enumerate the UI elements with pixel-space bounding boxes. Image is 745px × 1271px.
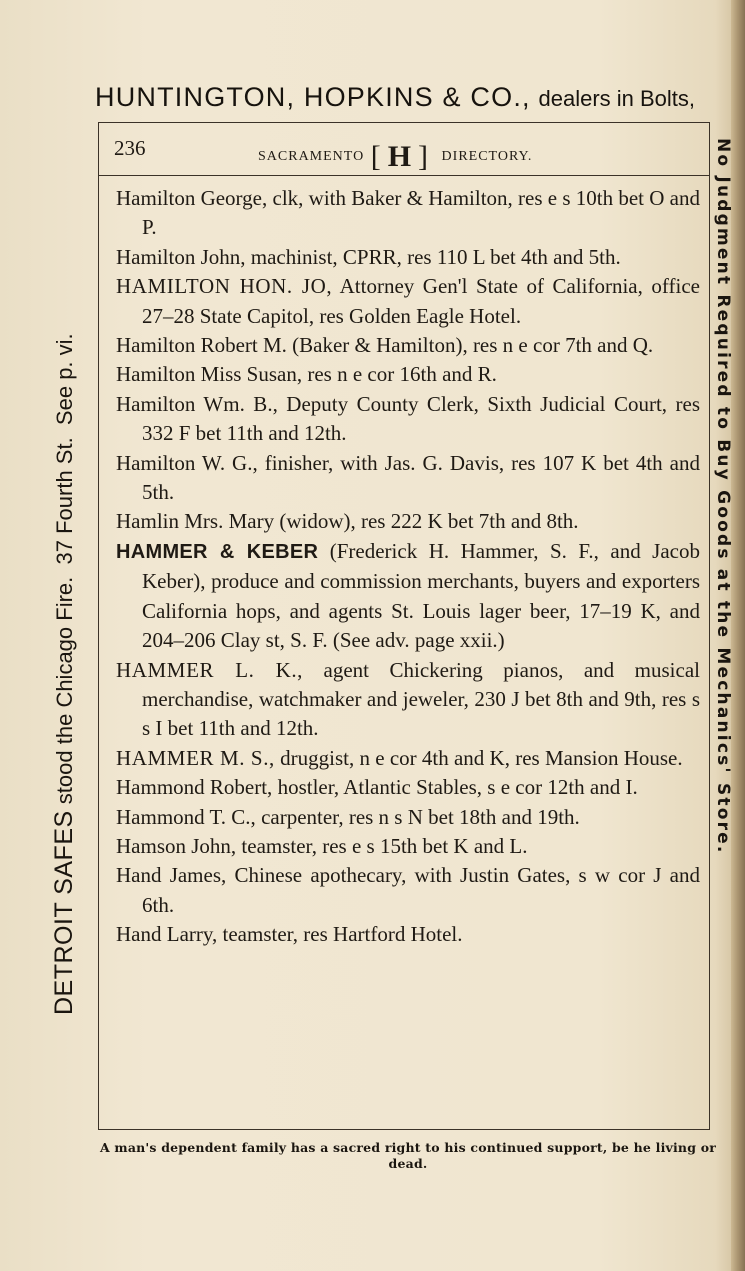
directory-entry	[116, 861, 700, 920]
entry-name: Hamilton W. G.,	[116, 450, 258, 475]
right-ad-text: No Judgment Required to Buy Goods at the Mechanics' Store.	[713, 138, 733, 855]
entry-name: Hand James,	[116, 863, 227, 888]
right-bracket: ]	[418, 140, 430, 173]
running-title	[258, 140, 532, 174]
left-ad-address: 37 Fourth St.	[52, 437, 77, 565]
entry-details: clk, with Baker & Hamilton, res e s 10th bet O and P.	[142, 186, 700, 240]
running-head-city: SACRAMENTO	[258, 149, 365, 164]
page-edge-shadow	[731, 0, 745, 1271]
running-head	[98, 128, 710, 172]
entry-details: teamster, res e s 15th bet K and L.	[236, 833, 528, 858]
directory-entry	[116, 184, 700, 243]
entry-name: HAMILTON HON. JO,	[116, 274, 333, 299]
entry-name: Hamlin Mrs. Mary	[116, 509, 275, 534]
left-ad-text: stood the Chicago Fire.	[52, 576, 77, 805]
page-number: 236	[114, 136, 146, 160]
directory-entry	[116, 832, 700, 861]
header-advertisement	[95, 82, 735, 113]
directory-entry	[116, 537, 700, 656]
entry-name: Hand Larry,	[116, 922, 218, 947]
entry-name: Hammond Robert,	[116, 775, 273, 800]
directory-entry	[116, 507, 700, 536]
directory-entry	[116, 803, 700, 832]
entry-details: agent Chickering pianos, and musical merchandise, watchmaker and jeweler, 230 J bet 8th and 9th, res s s I bet 11th and 12th.	[142, 657, 700, 741]
entry-details: Chinese apothecary, with Justin Gates, s w cor J and 6th.	[142, 863, 700, 917]
left-ad-brand: DETROIT SAFES	[50, 810, 78, 1015]
entry-details: carpenter, res n s N bet 18th and 19th.	[255, 804, 580, 829]
left-bracket: [	[370, 140, 382, 173]
header-rule	[98, 175, 710, 176]
entry-details: teamster, res Hartford Hotel.	[217, 922, 463, 947]
entry-name: Hamilton Miss Susan,	[116, 362, 303, 387]
entry-name: HAMMER & KEBER	[116, 540, 319, 563]
entry-details: Deputy County Clerk, Sixth Judicial Court, res 332 F bet 11th and 12th.	[142, 391, 700, 446]
entry-details: druggist, n e cor 4th and K, res Mansion House.	[274, 745, 683, 770]
directory-entry	[116, 656, 700, 744]
entry-name: Hamilton George,	[116, 186, 268, 210]
directory-entry	[116, 920, 700, 949]
entry-details: hostler, Atlantic Stables, s e cor 12th and I.	[272, 775, 638, 800]
header-company: HUNTINGTON, HOPKINS & CO.,	[95, 82, 531, 112]
section-letter: H	[387, 140, 413, 173]
running-head-word: DIRECTORY.	[441, 149, 533, 164]
entry-details: machinist, CPRR, res 110 L bet 4th and 5th.	[245, 244, 621, 269]
entry-name: Hamilton John,	[116, 244, 246, 269]
directory-entry	[116, 243, 700, 272]
entry-name: HAMMER M. S.,	[116, 745, 275, 770]
entry-details: (Frederick H. Hammer, S. F., and Jacob Keber), produce and commission merchants, buyers and exporters California hops, and agents St. Louis lager beer, 17–19 K, and 204–206 Clay st, S. F. (See adv. page xxii.)	[142, 538, 701, 653]
entry-name: Hamilton Robert M.	[116, 333, 287, 358]
entry-name: Hamilton Wm. B.,	[116, 391, 278, 416]
entry-details: res n e cor 16th and R.	[302, 362, 497, 387]
right-margin-advertisement	[703, 138, 733, 1118]
directory-entry	[116, 449, 700, 508]
footer-motto: A man's dependent family has a sacred right to his continued support, be he living or dead.	[99, 1140, 717, 1171]
left-margin-advertisement	[50, 215, 94, 1015]
entry-details: (Baker & Hamilton), res n e cor 7th and Q.	[286, 333, 654, 358]
directory-entry	[116, 360, 700, 389]
entry-details: (widow), res 222 K bet 7th and 8th.	[274, 509, 579, 534]
entry-name: HAMMER L. K.,	[116, 657, 304, 682]
left-ad-reference: See p. vi.	[52, 333, 77, 426]
entry-name: Hamson John,	[116, 833, 237, 858]
entry-details: finisher, with Jas. G. Davis, res 107 K bet 4th and 5th.	[142, 450, 700, 505]
entry-details: Attorney Gen'l State of California, office 27–28 State Capitol, res Golden Eagle Hotel.	[142, 274, 700, 328]
directory-entry	[116, 390, 700, 449]
directory-entry	[116, 744, 700, 773]
directory-entry	[116, 331, 700, 360]
directory-entry	[116, 773, 700, 802]
header-ad-text: dealers in Bolts,	[538, 86, 696, 111]
directory-entries	[116, 184, 700, 950]
directory-entry	[116, 272, 700, 331]
entry-name: Hammond T. C.,	[116, 804, 256, 829]
